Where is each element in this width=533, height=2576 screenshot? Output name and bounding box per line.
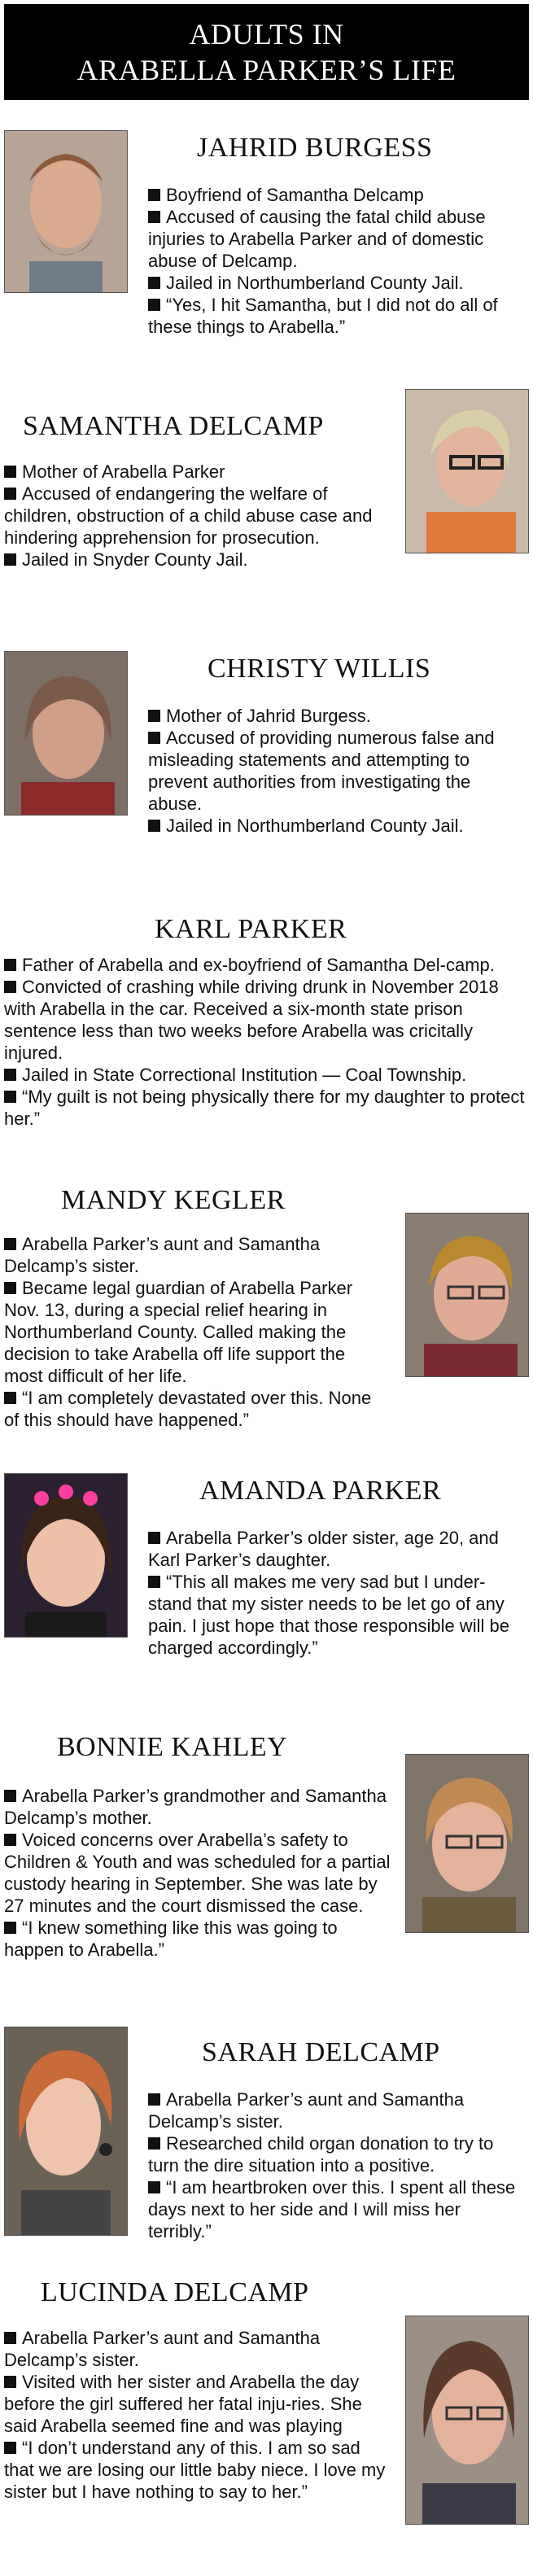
header-line-1: ADULTS IN: [189, 18, 344, 50]
portrait-photo-sarah-delcamp: [4, 2027, 128, 2236]
header-banner: [4, 4, 529, 100]
person-name: SAMANTHA DELCAMP: [23, 411, 324, 441]
bullet-item: Accused of endangering the welfare of children, obstruction of a child abuse case and hindering apprehension for prosecution.: [4, 483, 373, 548]
bullet-square-icon: [148, 820, 160, 832]
bullet-item: Arabella Parker’s older sister, age 20, and Karl Parker’s daughter.: [148, 1528, 499, 1570]
bullet-item: Accused of providing numerous false and misleading statements and attempting to prevent authorities from investigating the abuse.: [148, 728, 495, 814]
person-karl-parker: [0, 903, 533, 1156]
person-amanda-parker: [0, 1465, 533, 1709]
bullet-item: Jailed in Snyder County Jail.: [4, 549, 391, 571]
bullet-square-icon: [4, 553, 16, 566]
person-details: [4, 2327, 391, 2503]
bullet-item: Jailed in Northumberland County Jail.: [148, 272, 522, 294]
bullet-square-icon: [4, 2332, 16, 2344]
bullet-item: Arabella Parker’s aunt and Samantha Delcamp’s sister.: [148, 2089, 465, 2132]
person-details: [4, 1233, 387, 1431]
bullet-item: “I am completely devastated over this. None of this should have happened.”: [4, 1388, 372, 1430]
bullet-item: “Yes, I hit Samantha, but I did not do all of these things to Arabella.”: [148, 295, 498, 337]
person-bonnie-kahley: [0, 1721, 533, 2023]
person-details: [4, 461, 391, 571]
bullet-item: Mother of Jahrid Burgess.: [148, 705, 522, 727]
person-name: AMANDA PARKER: [199, 1476, 442, 1506]
bullet-item: “I knew something like this was going to happen to Arabella.”: [4, 1918, 338, 1960]
person-name: JAHRID BURGESS: [197, 133, 433, 163]
person-details: [148, 1527, 522, 1659]
bullet-square-icon: [4, 981, 16, 993]
bullet-square-icon: [148, 1576, 160, 1588]
bullet-square-icon: [4, 2376, 16, 2388]
bullet-square-icon: [148, 211, 160, 223]
bullet-item: Convicted of crashing while driving drunk in November 2018 with Arabella in the car. Received a six-month state prison sentence less than two weeks before Arabella was cricitally injured.: [4, 977, 499, 1063]
person-samantha-delcamp: [0, 383, 533, 619]
bullet-square-icon: [148, 732, 160, 744]
header-line-2: ARABELLA PARKER’S LIFE: [76, 54, 457, 86]
bullet-item: Became legal guardian of Arabella Parker Nov. 13, during a special relief hearing in Northumberland County. Called making the decision to take Arabella off life support the most difficult of her life.: [4, 1278, 353, 1386]
person-name: MANDY KEGLER: [61, 1185, 286, 1215]
bullet-item: Jailed in State Correctional Institution — Coal Township.: [4, 1064, 525, 1086]
bullet-square-icon: [148, 2137, 160, 2150]
person-name: LUCINDA DELCAMP: [41, 2277, 309, 2307]
bullet-square-icon: [4, 1282, 16, 1294]
person-jahrid-burgess: [0, 122, 533, 358]
portrait-photo-jahrid-burgess: [4, 130, 128, 293]
bullet-item: Arabella Parker’s grandmother and Samantha Delcamp’s mother.: [4, 1786, 387, 1828]
bullet-square-icon: [148, 277, 160, 289]
bullet-square-icon: [4, 466, 16, 478]
bullet-item: “My guilt is not being physically there for my daughter to protect her.”: [4, 1087, 525, 1129]
bullet-item: Father of Arabella and ex-boyfriend of Samantha Del-camp.: [4, 954, 525, 976]
bullet-square-icon: [148, 2181, 160, 2193]
portrait-photo-samantha-delcamp: [405, 389, 529, 553]
bullet-square-icon: [4, 488, 16, 500]
person-details: [148, 705, 522, 837]
bullet-item: Voiced concerns over Arabella’s safety to Children & Youth and was scheduled for a partial custody hearing in September. She was late by 27 minutes and the court dismissed the case.: [4, 1830, 391, 1916]
bullet-square-icon: [4, 1091, 16, 1103]
bullet-item: Researched child organ donation to try to turn the dire situation into a positive.: [148, 2133, 494, 2176]
bullet-item: “I don’t understand any of this. I am so sad that we are losing our little baby niece. I love my sister but I have nothing to say to her.”: [4, 2438, 386, 2502]
bullet-item: Arabella Parker’s aunt and Samantha Delcamp’s sister.: [4, 1234, 321, 1276]
person-details: [4, 954, 525, 1130]
person-details: [148, 184, 522, 338]
portrait-photo-christy-willis: [4, 651, 128, 816]
person-mandy-kegler: [0, 1176, 533, 1445]
portrait-photo-mandy-kegler: [405, 1213, 529, 1377]
person-christy-willis: [0, 643, 533, 887]
person-details: [148, 2088, 522, 2242]
bullet-square-icon: [4, 1392, 16, 1404]
bullet-item: Accused of causing the fatal child abuse injuries to Arabella Parker and of domestic abuse of Delcamp.: [148, 207, 486, 271]
bullet-square-icon: [4, 1790, 16, 1802]
bullet-square-icon: [148, 299, 160, 311]
bullet-item: “This all makes me very sad but I under-stand that my sister needs to be let go of any pain. I just hope that those responsible will be charged accordingly.”: [148, 1572, 509, 1658]
bullet-square-icon: [4, 2442, 16, 2454]
bullet-square-icon: [4, 1238, 16, 1250]
bullet-item: Jailed in Northumberland County Jail.: [148, 815, 522, 837]
bullet-item: Boyfriend of Samantha Delcamp: [148, 184, 522, 206]
portrait-photo-bonnie-kahley: [405, 1754, 529, 1933]
bullet-square-icon: [4, 959, 16, 971]
bullet-item: Mother of Arabella Parker: [4, 461, 391, 483]
person-name: BONNIE KAHLEY: [57, 1732, 288, 1762]
bullet-item: “I am heartbroken over this. I spent all these days next to her side and I will miss her terribly.”: [148, 2177, 516, 2241]
person-name: KARL PARKER: [155, 914, 347, 944]
bullet-square-icon: [4, 1069, 16, 1081]
person-name: SARAH DELCAMP: [202, 2037, 440, 2067]
bullet-square-icon: [148, 710, 160, 722]
portrait-photo-amanda-parker: [4, 1473, 128, 1638]
person-lucinda-delcamp: [0, 2267, 533, 2572]
bullet-item: Arabella Parker’s aunt and Samantha Delcamp’s sister.: [4, 2328, 321, 2370]
bullet-square-icon: [148, 1532, 160, 1544]
portrait-photo-lucinda-delcamp: [405, 2316, 529, 2525]
bullet-item: Visited with her sister and Arabella the day before the girl suffered her fatal inju-ries. She said Arabella seemed fine and was playing: [4, 2372, 362, 2436]
bullet-square-icon: [4, 1922, 16, 1934]
bullet-square-icon: [148, 189, 160, 201]
person-details: [4, 1785, 391, 1961]
person-name: CHRISTY WILLIS: [208, 654, 431, 684]
bullet-square-icon: [148, 2093, 160, 2106]
person-sarah-delcamp: [0, 2027, 533, 2263]
bullet-square-icon: [4, 1834, 16, 1846]
